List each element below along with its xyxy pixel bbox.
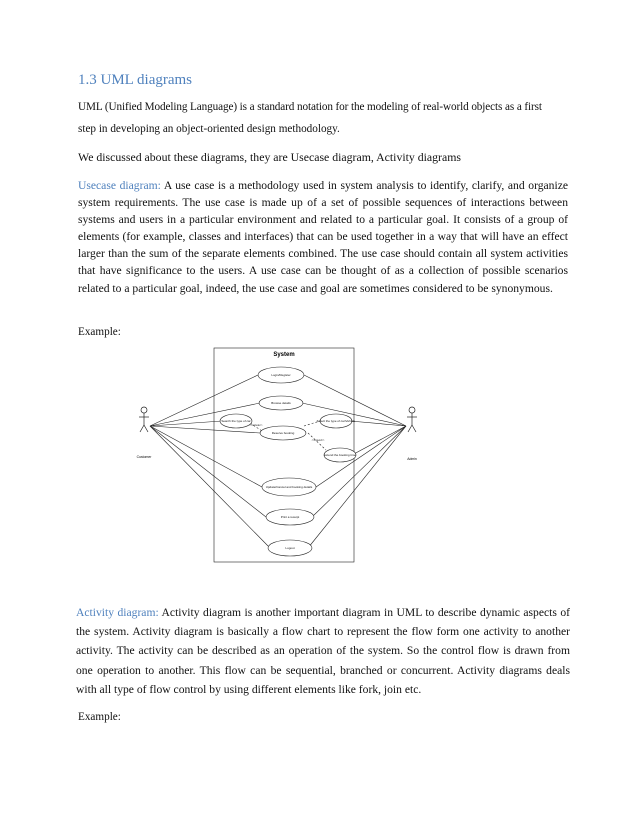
customer-actor <box>139 407 149 432</box>
customer-label: Customer <box>136 455 152 459</box>
intro-line-1: UML (Unified Modeling Language) is a standard notation for the modeling of real-world objects as a first <box>78 101 542 113</box>
usecase-login-label: Login/Register <box>271 373 291 377</box>
usecase-label: Usecase diagram <box>78 179 158 192</box>
activity-paragraph <box>76 603 570 699</box>
admin-actor <box>407 407 417 432</box>
example-label-2: Example: <box>78 711 121 723</box>
admin-label: Admin <box>407 457 417 461</box>
include-label: <<include>> <box>249 424 263 427</box>
system-label: System <box>273 352 295 358</box>
activity-label: Activity diagram <box>76 606 156 619</box>
extend-label: <<extend>> <box>311 439 325 442</box>
section-heading: 1.3 UML diagrams <box>78 72 193 88</box>
usecase-reserve-label: Reserve booking <box>271 431 295 435</box>
usecase-text: A use case is a methodology used in system analysis to identify, clarify, and organize system requirements. The use case is made up of a set of possible sequences of interactions between systems and users in a particular environment and related to a particular goal. It consists of a group of elements (for example, classes and interfaces) that can be used together in a way that will have an effect larger than the sum of the separate elements combined. The use case should contain all system activities that have significance to the users. A use case can be thought of as a collection of possible scenarios related to a particular goal, indeed, the use case and goal are sometimes considered to be synonymous. <box>78 179 568 295</box>
usecase-logout-label: Logout <box>285 546 295 550</box>
usecase-update-label: Update/Cancel and booking details <box>265 485 313 489</box>
usecase-browse-label: Browse details <box>271 401 291 405</box>
intro-line-2: step in developing an object-oriented design methodology. <box>78 123 340 135</box>
usecase-search-label: Search the type of car <box>221 419 251 423</box>
discussed-paragraph: We discussed about these diagrams, they are Usecase diagram, Activity diagrams <box>78 150 461 164</box>
example-label-1: Example: <box>78 326 121 338</box>
usecase-extend-label: Extend the booking time <box>323 453 357 457</box>
usecase-select-label: Select the type of car/Vehicle <box>316 419 356 423</box>
usecase-confirm-label: Print a receipt <box>280 515 300 519</box>
usecase-colon: : <box>157 179 161 192</box>
activity-text: Activity diagram is another important diagram in UML to describe dynamic aspects of the system. Activity diagram is basically a flow chart to represent the flow form one activity to another activity. The activity can be described as an operation of the system. So the control flow is drawn from one operation to another. This flow can be sequential, branched or concurrent. Activity diagrams deals with all type of flow control by using different elements like fork, join etc. <box>76 606 570 696</box>
activity-colon: : <box>155 606 159 619</box>
